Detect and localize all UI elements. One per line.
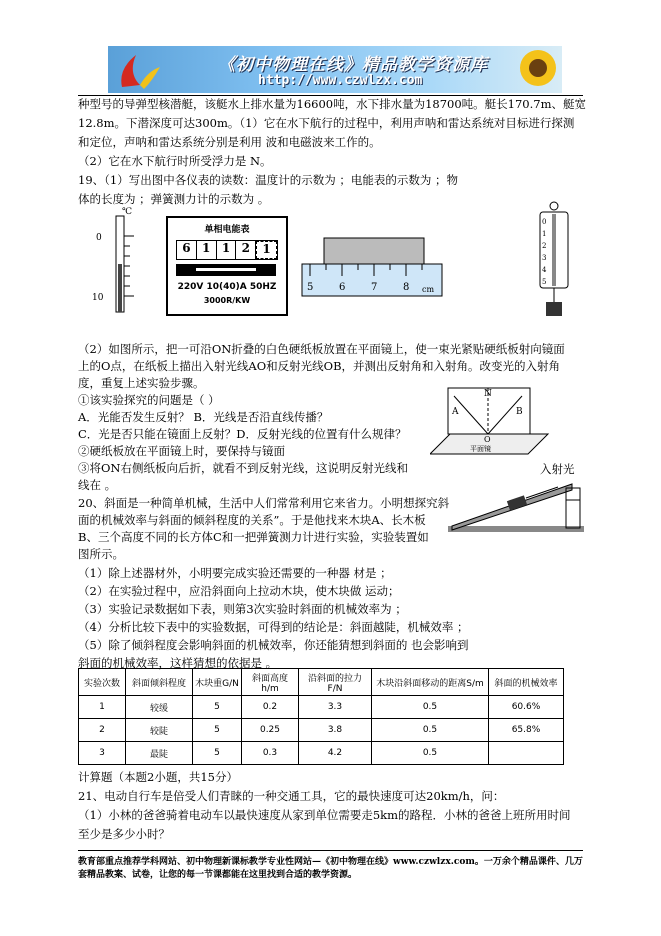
footer-rule [78,850,583,851]
spring-label: 2 [542,242,547,250]
experiment-table [78,668,564,765]
text-line: 面的机械效率与斜面的倾斜程度的关系”。于是他找来木块A、长木板 [78,513,426,527]
table-cell: 0.3 [242,742,299,765]
ruler-figure [296,236,446,300]
header-rule [78,95,583,96]
mirror-caption: 平面镜 [470,445,491,453]
table-header: 斜面高度h/m [242,669,299,696]
table-cell: 0.5 [372,696,489,719]
meter-rate: 3000R/KW [203,296,251,305]
table-header-row [79,669,564,696]
table-header: 实验次数 [79,669,126,696]
text-line: （1）小林的爸爸骑着电动车以最快速度从家到单位需要走5km的路程．小林的爸爸上班所用时间 [78,808,571,822]
banner-url: http://www.czwlzx.com [258,73,423,88]
sunflower-icon [508,46,562,93]
table-cell: 0.25 [242,719,299,742]
table-cell: 5 [193,696,242,719]
text-line: 20、斜面是一种简单机械，生活中人们常常利用它来省力。小明想探究斜 [78,496,450,510]
ruler-label: 5 [307,282,314,293]
ruler-unit: cm [422,285,435,294]
table-cell: 5 [193,719,242,742]
ruler-label: 7 [371,282,378,293]
spring-label: 3 [542,254,547,262]
table-cell: 60.6% [489,696,564,719]
table-header: 斜面的机械效率 [489,669,564,696]
energy-meter [166,216,288,316]
text-line: ②硬纸板放在平面镜上时，要保持与镜面 [78,444,285,458]
table-cell: 0.2 [242,696,299,719]
text-line: （4）分析比较下表中的实验数据，可得到的结论是：斜面越陡，机械效率 ； [78,620,469,634]
table-cell: 3.8 [299,719,372,742]
meter-digit: 1 [197,241,217,259]
text-line: 至少是多少小时？ [78,827,170,841]
spring-label: 5 [542,278,547,286]
table-header: 木块沿斜面移动的距离S/m [372,669,489,696]
mirror-label-o: O [484,435,491,444]
table-cell: 0.5 [372,742,489,765]
text-line: 斜面的机械效率，这样猜想的依据是 。 [78,656,278,670]
table-cell: 65.8% [489,719,564,742]
mirror-label-b: B [516,407,523,417]
table-cell: 0.5 [372,719,489,742]
mirror-label-n: N [484,389,492,399]
thermometer-label-top: 0 [96,233,102,243]
meter-digit: 6 [177,241,197,259]
site-banner [108,46,562,93]
spring-label: 1 [542,230,547,238]
table-header: 木块重G/N [193,669,242,696]
footer-text: 教育部重点推荐学科网站、初中物理新课标教学专业性网站—《初中物理在线》www.czwlzx.com。一万余个精品课件、几万套精品教案、试卷，让您的每一节课都能在这里找到合适的教学资源。 [78,857,583,880]
text-line: ①该实验探究的问题是（ ） [78,393,220,407]
incline-figure [448,470,584,536]
text-line: 12.8m。下潜深度可达300m。（1）它在水下航行的过程中，利用声呐和雷达系统对目标进行探测 [78,116,575,130]
table-cell: 最陡 [126,742,193,765]
text-line: 和定位，声呐和雷达系统分别是利用 波和电磁波来工作的。 [78,135,381,149]
text-line: 计算题（本题2小题，共15分） [78,770,238,784]
table-row [79,742,564,765]
text-line: 种型号的导弹型核潜艇，该艇水上排水量为16600吨，水下排水量为18700吨。艇长170.7m、艇宽 [78,97,586,111]
table-header: 沿斜面的拉力F/N [299,669,372,696]
thermometer-figure [82,206,152,318]
spring-label: 4 [542,266,547,274]
ruler-label: 6 [339,282,346,293]
text-line: （2）它在水下航行时所受浮力是 N。 [78,154,272,168]
text-line: B、三个高度不同的长方体C和一把弹簧测力计进行实验，实验装置如 [78,530,429,544]
meter-digit: 1 [256,241,277,259]
table-cell: 较陡 [126,719,193,742]
meter-digit: 2 [236,241,256,259]
table-cell: 3.3 [299,696,372,719]
mirror-label-a: A [452,407,459,417]
text-line: （1）除上述器材外，小明要完成实验还需要的一种器 材是 ； [78,566,392,580]
text-line: 19、（1）写出图中各仪表的读数：温度计的示数为 ；电能表的示数为 ；物 [78,173,459,187]
text-line: 线在 。 [78,478,117,492]
text-line: A．光能否发生反射？ B．光线是否沿直线传播？ [78,410,329,424]
text-line: （5）除了倾斜程度会影响斜面的机械效率，你还能猜想到斜面的 也会影响到 [78,638,469,652]
mirror-figure [430,384,550,456]
meter-spec: 220V 10(40)A 50HZ [177,282,277,292]
table-cell: 2 [79,719,126,742]
meter-digit: 1 [217,241,237,259]
banner-title: 《初中物理在线》精品教学资源库 [218,55,488,75]
table-cell: 1 [79,696,126,719]
table-row [79,696,564,719]
table-cell [489,742,564,765]
text-line: 上的O点，在纸板上描出入射光线AO和反射光线OB，并测出反射角和入射角。改变光的入射角 [78,359,561,373]
text-line: 图所示。 [78,547,124,561]
text-line: C．光是否只能在镜面上反射？D．反射光线的位置有什么规律？ [78,427,407,441]
meter-digits [176,240,278,260]
text-line: 21、电动自行车是倍受人们青睐的一种交通工具，它的最快速度可达20km/h，问： [78,789,505,803]
text-line: ③将ON右侧纸板向后折，就看不到反射光线，这说明反射光线和 [78,461,408,475]
thermometer-unit: ℃ [122,207,133,217]
text-line: 体的长度为 ；弹簧测力计的示数为 。 [78,192,270,206]
spring-label: 0 [542,218,547,226]
text-line: （3）实验记录数据如下表，则第3次实验时斜面的机械效率为 ； [78,602,407,616]
table-row [79,719,564,742]
table-cell: 4.2 [299,742,372,765]
text-line: 度，重复上述实验步骤。 [78,376,205,390]
logo-icon [114,49,164,91]
table-cell: 较缓 [126,696,193,719]
table-header: 斜面倾斜程度 [126,669,193,696]
meter-disc [176,264,276,276]
ruler-label: 8 [403,282,410,293]
text-line: （2）在实验过程中，应沿斜面向上拉动木块，使木块做 运动； [78,584,400,598]
spring-balance-figure [528,200,580,320]
table-cell: 3 [79,742,126,765]
table-cell: 5 [193,742,242,765]
meter-title: 单相电能表 [204,225,250,235]
incident-label: 入射光 [540,462,575,476]
thermometer-label-bottom: 10 [92,293,104,303]
text-line: （2）如图所示，把一可沿ON折叠的白色硬纸板放置在平面镜上，使一束光紧贴硬纸板射向镜面 [78,342,565,356]
